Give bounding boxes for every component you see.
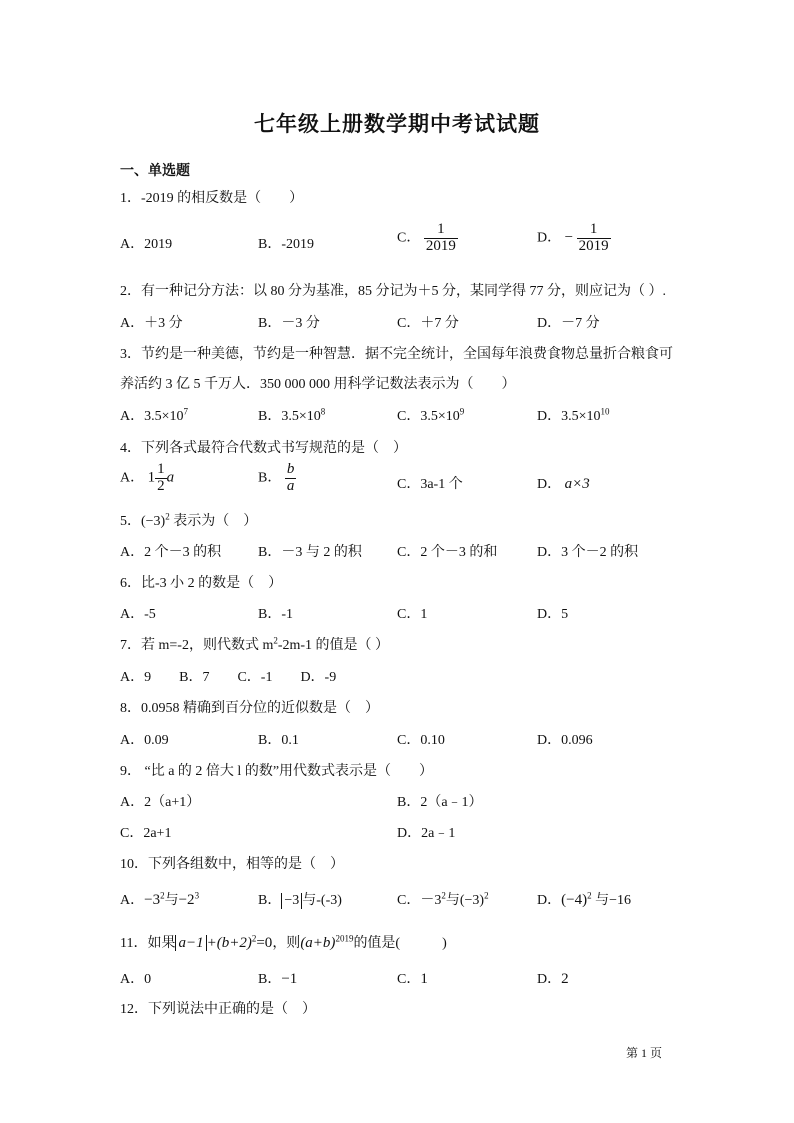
q11-option-c	[397, 968, 428, 988]
exponent: 2	[441, 890, 446, 901]
option-text: C．3.5×10	[397, 409, 460, 424]
q11-option-b	[258, 968, 297, 988]
exponent: 2019	[335, 933, 354, 944]
option-label: A．	[120, 893, 145, 908]
term: −3	[144, 892, 161, 908]
exponent: 10	[600, 406, 610, 417]
question-11	[120, 932, 447, 952]
fraction-numerator: b	[286, 461, 295, 477]
stem-text: 5．(−3)	[120, 514, 166, 529]
q4-option-d	[537, 473, 590, 493]
exponent: 8	[320, 406, 326, 417]
q6-option-a: A．-5	[120, 607, 156, 622]
q2-option-d: D．－7 分	[537, 316, 600, 331]
fraction-denominator: a	[286, 477, 295, 494]
q3-option-c	[397, 405, 464, 425]
option-label: D．	[537, 893, 562, 908]
q11-option-d	[537, 968, 569, 988]
fraction	[424, 222, 458, 255]
expression: +(b+2)	[206, 935, 252, 951]
option-text: B．3.5×10	[258, 409, 321, 424]
exponent: 7	[183, 406, 189, 417]
question-8: 8．0.0958 精确到百分位的近似数是（ ）	[120, 701, 379, 716]
q1-option-c	[397, 222, 458, 255]
q7-options: A．9 B．7 C．-1 D．-9	[120, 670, 337, 685]
q10-option-c	[397, 889, 489, 909]
q1-option-a: A．2019	[120, 237, 173, 252]
term: －3	[420, 893, 442, 908]
term: −2	[178, 892, 195, 908]
q3-option-d	[537, 405, 610, 425]
option-label: D．	[537, 230, 562, 246]
option-text: D．3.5×10	[537, 409, 601, 424]
exponent: 2	[165, 511, 170, 522]
question-3-line-2: 养活约 3 亿 5 千万人．350 000 000 用科学记数法表示为（ ）	[120, 377, 516, 392]
q10-option-a	[120, 889, 199, 909]
exponent: 2	[251, 933, 257, 944]
q4-option-c: C．3a-1 个	[397, 477, 463, 492]
q2-option-c: C．＋7 分	[397, 316, 459, 331]
fraction	[155, 462, 167, 495]
q6-option-d: D．5	[537, 607, 569, 622]
option-label: C．	[397, 972, 421, 987]
exponent: 9	[459, 406, 465, 417]
q4-option-a	[120, 462, 174, 495]
option-label: B．	[258, 470, 282, 486]
stem-text: 7．若 m=-2，则代数式 m	[120, 638, 274, 653]
mixed-whole: 1	[147, 469, 156, 486]
fraction-numerator: 1	[424, 222, 458, 239]
absolute-value: a−1	[175, 935, 206, 951]
fraction	[285, 462, 297, 495]
option-label: C．	[397, 230, 421, 246]
question-6: 6．比-3 小 2 的数是（ ）	[120, 576, 283, 591]
q8-option-b: B．0.1	[258, 733, 299, 748]
term: 与-(-3)	[302, 893, 342, 908]
connector: 与	[164, 893, 179, 908]
question-10: 10．下列各组数中，相等的是（ ）	[120, 857, 344, 872]
page-number: 第 1 页	[626, 1046, 663, 1060]
fraction	[577, 222, 611, 255]
term: (−4)	[561, 892, 588, 908]
expression: (a+b)	[300, 935, 336, 951]
question-7	[120, 634, 389, 654]
option-label: D．	[537, 477, 562, 492]
fraction-denominator: 2019	[578, 237, 609, 254]
q9-option-d: D．2a﹣1	[397, 826, 456, 841]
fraction-denominator: 2	[157, 477, 165, 494]
q5-option-c: C．2 个－3 的和	[397, 545, 498, 560]
q9-option-b: B．2（a﹣1）	[397, 795, 483, 810]
question-1: 1．-2019 的相反数是（ ）	[120, 191, 304, 206]
q6-option-b: B．-1	[258, 607, 293, 622]
q8-option-a: A．0.09	[120, 733, 169, 748]
stem-text: 表示为（ ）	[169, 514, 258, 529]
question-12: 12．下列说法中正确的是（ ）	[120, 1002, 316, 1017]
stem-text: -2m-1 的值是（ ）	[277, 638, 390, 653]
option-text: A．3.5×10	[120, 409, 184, 424]
q9-option-a: A．2（a+1）	[120, 795, 201, 810]
option-value: 1	[420, 971, 428, 987]
q5-option-a: A．2 个－3 的积	[120, 545, 222, 560]
question-4: 4．下列各式最符合代数式书写规范的是（ ）	[120, 441, 407, 456]
option-value: −1	[281, 971, 298, 987]
option-label: C．	[397, 893, 421, 908]
q11-option-a: A．0	[120, 972, 152, 987]
q5-option-b: B．－3 与 2 的积	[258, 545, 362, 560]
stem-text: 11．如果	[120, 936, 176, 951]
absolute-value: −3	[281, 893, 302, 909]
q9-option-c: C．2a+1	[120, 826, 172, 841]
q3-option-b	[258, 405, 325, 425]
q2-option-a: A．＋3 分	[120, 316, 183, 331]
term: 与(−3)	[445, 893, 485, 908]
option-label: B．	[258, 893, 282, 908]
question-3-line-1: 3．节约是一种美德，节约是一种智慧．据不完全统计，全国每年浪费食物总量折合粮食可	[120, 347, 673, 362]
fraction-numerator: 1	[157, 461, 165, 477]
question-5	[120, 510, 257, 530]
q3-option-a	[120, 405, 188, 425]
exponent: 2	[160, 890, 165, 901]
page-title: 七年级上册数学期中考试试题	[254, 112, 540, 136]
q6-option-c: C．1	[397, 607, 428, 622]
minus-sign: −	[564, 229, 574, 246]
q8-option-c: C．0.10	[397, 733, 445, 748]
q10-option-d	[537, 889, 631, 909]
variable: a	[166, 469, 175, 486]
q5-option-d: D．3 个－2 的积	[537, 545, 639, 560]
q8-option-d: D．0.096	[537, 733, 593, 748]
q1-option-b: B．-2019	[258, 237, 314, 252]
stem-text: 的值是( )	[353, 936, 447, 951]
q1-option-d	[537, 222, 611, 255]
exponent: 2	[587, 890, 592, 901]
option-label: B．	[258, 972, 282, 987]
option-value: 2	[561, 971, 569, 987]
term: 与−16	[591, 893, 631, 908]
expression: a×3	[564, 476, 590, 492]
exponent: 3	[194, 890, 200, 901]
section-heading: 一、单选题	[120, 164, 190, 179]
stem-text: ，则	[272, 936, 301, 951]
exponent: 2	[273, 635, 278, 646]
option-label: D．	[537, 972, 562, 987]
expression: =0	[256, 935, 273, 951]
q2-option-b: B．－3 分	[258, 316, 320, 331]
q10-option-b	[258, 889, 342, 909]
question-2: 2．有一种记分方法：以 80 分为基准，85 分记为＋5 分，某同学得 77 分，则应记为（ ）.	[120, 284, 666, 299]
question-9: 9． “比 a 的 2 倍大 l 的数”用代数式表示是（ ）	[120, 764, 434, 779]
fraction-numerator: 1	[577, 222, 611, 239]
fraction-denominator: 2019	[425, 237, 456, 254]
exponent: 2	[484, 890, 489, 901]
q4-option-b	[258, 462, 296, 495]
option-label: A．	[120, 470, 145, 486]
